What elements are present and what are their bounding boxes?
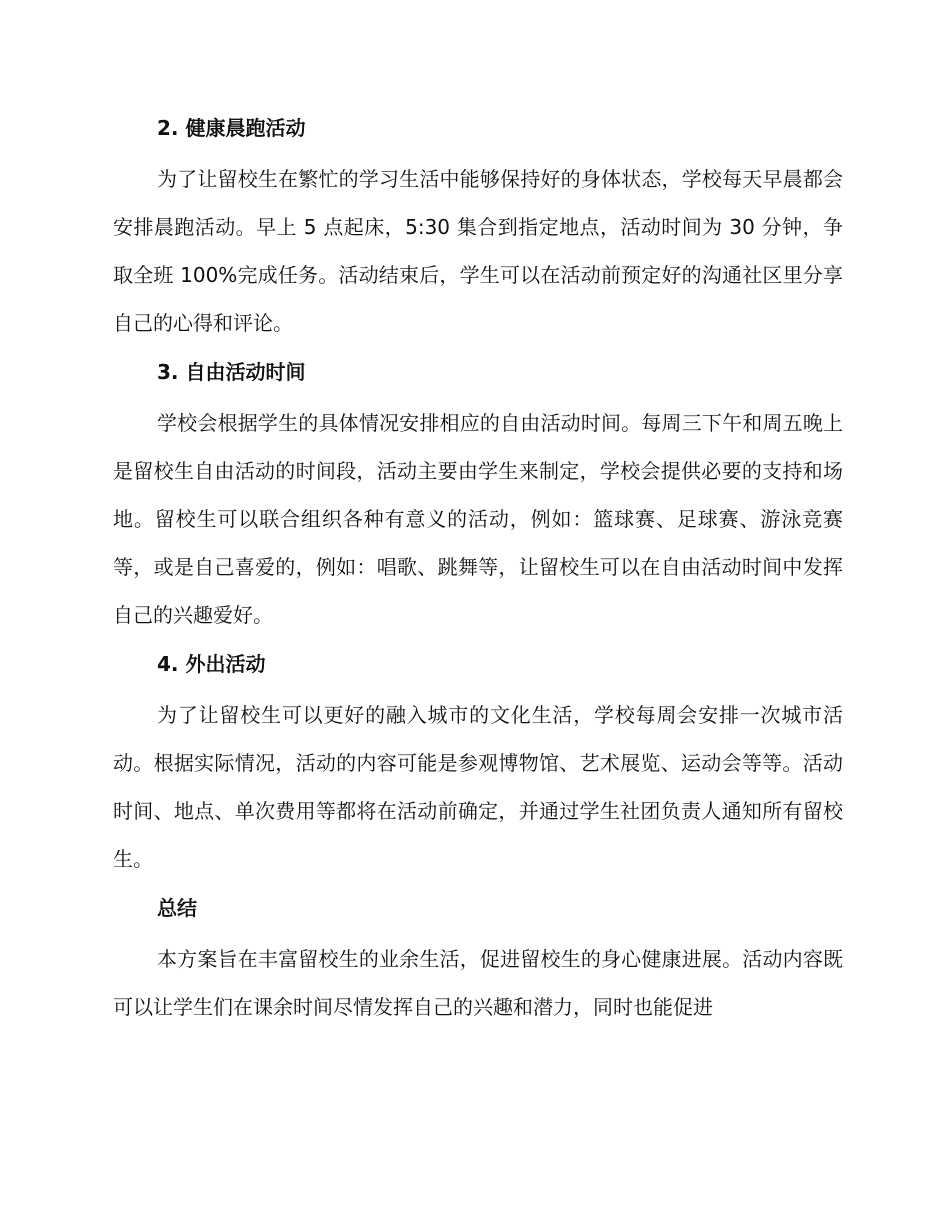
section-heading-summary: 总结: [157, 896, 197, 920]
section-paragraph-outings: 为了让留校生可以更好的融入城市的文化生活，学校每周会安排一次城市活动。根据实际情况，活动的内容可能是参观博物馆、艺术展览、运动会等等。活动时间、地点、单次费用等都将在活动前确定，并通过学生社团负责人通知所有留校生。: [113, 703, 843, 871]
section-paragraph-summary: 本方案旨在丰富留校生的业余生活，促进留校生的身心健康进展。活动内容既可以让学生们在课余时间尽情发挥自己的兴趣和潜力，同时也能促进: [113, 947, 843, 1019]
section-heading-outings: 4. 外出活动: [157, 652, 266, 676]
section-heading-free-time: 3. 自由活动时间: [157, 360, 306, 384]
section-paragraph-free-time: 学校会根据学生的具体情况安排相应的自由活动时间。每周三下午和周五晚上是留校生自由活动的时间段，活动主要由学生来制定，学校会提供必要的支持和场地。留校生可以联合组织各种有意义的活动，例如：篮球赛、足球赛、游泳竞赛等，或是自己喜爱的，例如：唱歌、跳舞等，让留校生可以在自由活动时间中发挥自己的兴趣爱好。: [113, 411, 843, 627]
section-heading-morning-run: 2. 健康晨跑活动: [157, 116, 306, 140]
section-paragraph-morning-run: 为了让留校生在繁忙的学习生活中能够保持好的身体状态，学校每天早晨都会安排晨跑活动。早上 5 点起床，5:30 集合到指定地点，活动时间为 30 分钟，争取全班 100%完成任务。活动结束后，学生可以在活动前预定好的沟通社区里分享自己的心得和评论。: [113, 167, 843, 335]
document-body: [113, 104, 843, 1032]
